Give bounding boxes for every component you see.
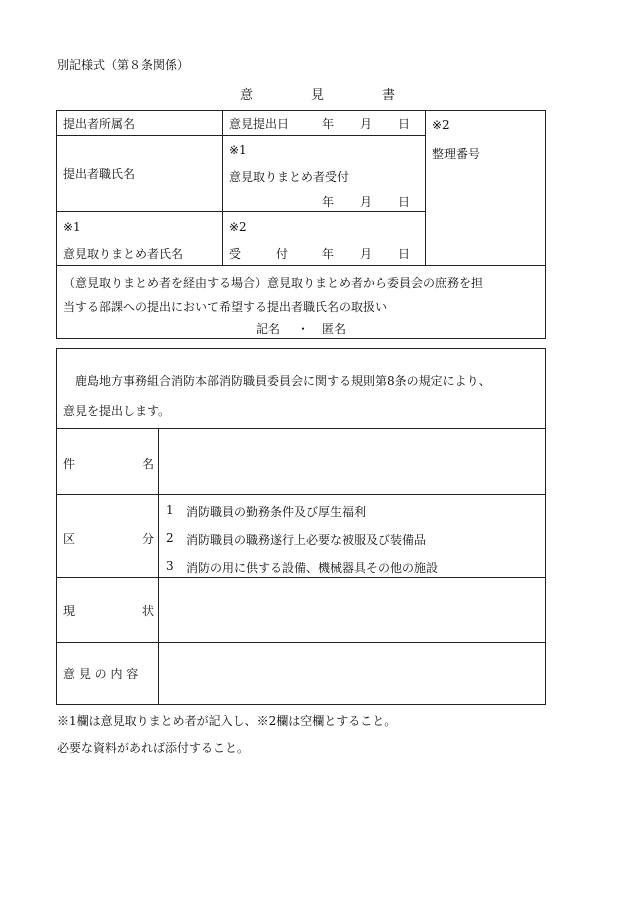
category-char-1: 区 bbox=[63, 532, 76, 546]
ref-mark-2-receipt: ※2 bbox=[229, 220, 247, 234]
named-option: 記名 bbox=[256, 322, 281, 336]
bottom-table-divider bbox=[158, 428, 159, 705]
bottom-table-divider bbox=[56, 428, 546, 429]
submitter-title-name-label: 提出者職氏名 bbox=[63, 167, 136, 181]
opinion-content-label: 意 見 の 内 容 bbox=[63, 667, 139, 681]
footnote-2: 必要な資料があれば添付すること。 bbox=[57, 741, 250, 755]
reception-day-label: 日 bbox=[398, 195, 411, 209]
top-table-divider bbox=[425, 110, 426, 265]
management-number-label: 整理番号 bbox=[432, 147, 481, 161]
name-handling-text-line1: （意見取りまとめ者を経由する場合）意見取りまとめ者から委員会の庶務を担 bbox=[63, 276, 484, 290]
ref-mark-2-header: ※2 bbox=[432, 118, 450, 132]
category-option-text: 消防の用に供する設備、機械器具その他の施設 bbox=[186, 561, 439, 575]
title-char-1: 意 bbox=[240, 88, 254, 103]
reception-year-label: 年 bbox=[322, 195, 335, 209]
ref-mark-1-reception: ※1 bbox=[229, 143, 247, 157]
bottom-table-divider bbox=[56, 577, 546, 578]
receipt-char-2: 付 bbox=[276, 247, 289, 261]
coordinator-name-label: 意見取りまとめ者氏名 bbox=[63, 247, 184, 261]
form-id: 別記様式（第８条関係） bbox=[57, 58, 190, 72]
intro-text-line2: 意見を提出します。 bbox=[63, 404, 171, 418]
submitter-affiliation-label: 提出者所属名 bbox=[63, 117, 136, 131]
status-char-1: 現 bbox=[63, 604, 76, 618]
subject-char-1: 件 bbox=[63, 457, 76, 471]
category-option-num: 2 bbox=[166, 531, 174, 545]
bottom-table-divider bbox=[56, 494, 546, 495]
submission-month-label: 月 bbox=[360, 117, 373, 131]
anonymous-option: 匿名 bbox=[322, 322, 347, 336]
category-option-num: 3 bbox=[166, 559, 174, 573]
intro-text-line1: 鹿島地方事務組合消防本部消防職員委員会に関する規則第8条の規定により、 bbox=[75, 374, 491, 388]
top-table-divider bbox=[56, 211, 426, 212]
submission-day-label: 日 bbox=[398, 117, 411, 131]
status-char-2: 状 bbox=[142, 604, 155, 618]
category-option-num: 1 bbox=[166, 503, 174, 517]
category-option-text: 消防職員の職務遂行上必要な被服及び装備品 bbox=[186, 533, 427, 547]
title-char-2: 見 bbox=[311, 88, 325, 103]
ref-mark-1-coordinator: ※1 bbox=[63, 220, 81, 234]
reception-month-label: 月 bbox=[360, 195, 373, 209]
coordinator-received-label: 意見取りまとめ者受付 bbox=[229, 170, 350, 184]
receipt-month-label: 月 bbox=[360, 247, 373, 261]
receipt-char-1: 受 bbox=[229, 247, 242, 261]
name-handling-text-line2: 当する部課への提出において希望する提出者職氏名の取扱い bbox=[63, 300, 388, 314]
top-table-divider bbox=[222, 110, 223, 265]
bottom-table-divider bbox=[56, 642, 546, 643]
top-table-divider bbox=[56, 265, 546, 266]
category-char-2: 分 bbox=[142, 532, 155, 546]
receipt-day-label: 日 bbox=[398, 247, 411, 261]
category-option-text: 消防職員の勤務条件及び厚生福利 bbox=[186, 505, 367, 519]
submission-year-label: 年 bbox=[322, 117, 335, 131]
receipt-year-label: 年 bbox=[322, 247, 335, 261]
submission-date-label: 意見提出日 bbox=[229, 117, 290, 131]
subject-char-2: 名 bbox=[142, 457, 155, 471]
top-table-divider bbox=[56, 135, 426, 136]
footnote-1: ※1欄は意見取りまとめ者が記入し、※2欄は空欄とすること。 bbox=[57, 714, 397, 728]
title-char-3: 書 bbox=[382, 88, 396, 103]
option-separator: ・ bbox=[297, 322, 310, 336]
